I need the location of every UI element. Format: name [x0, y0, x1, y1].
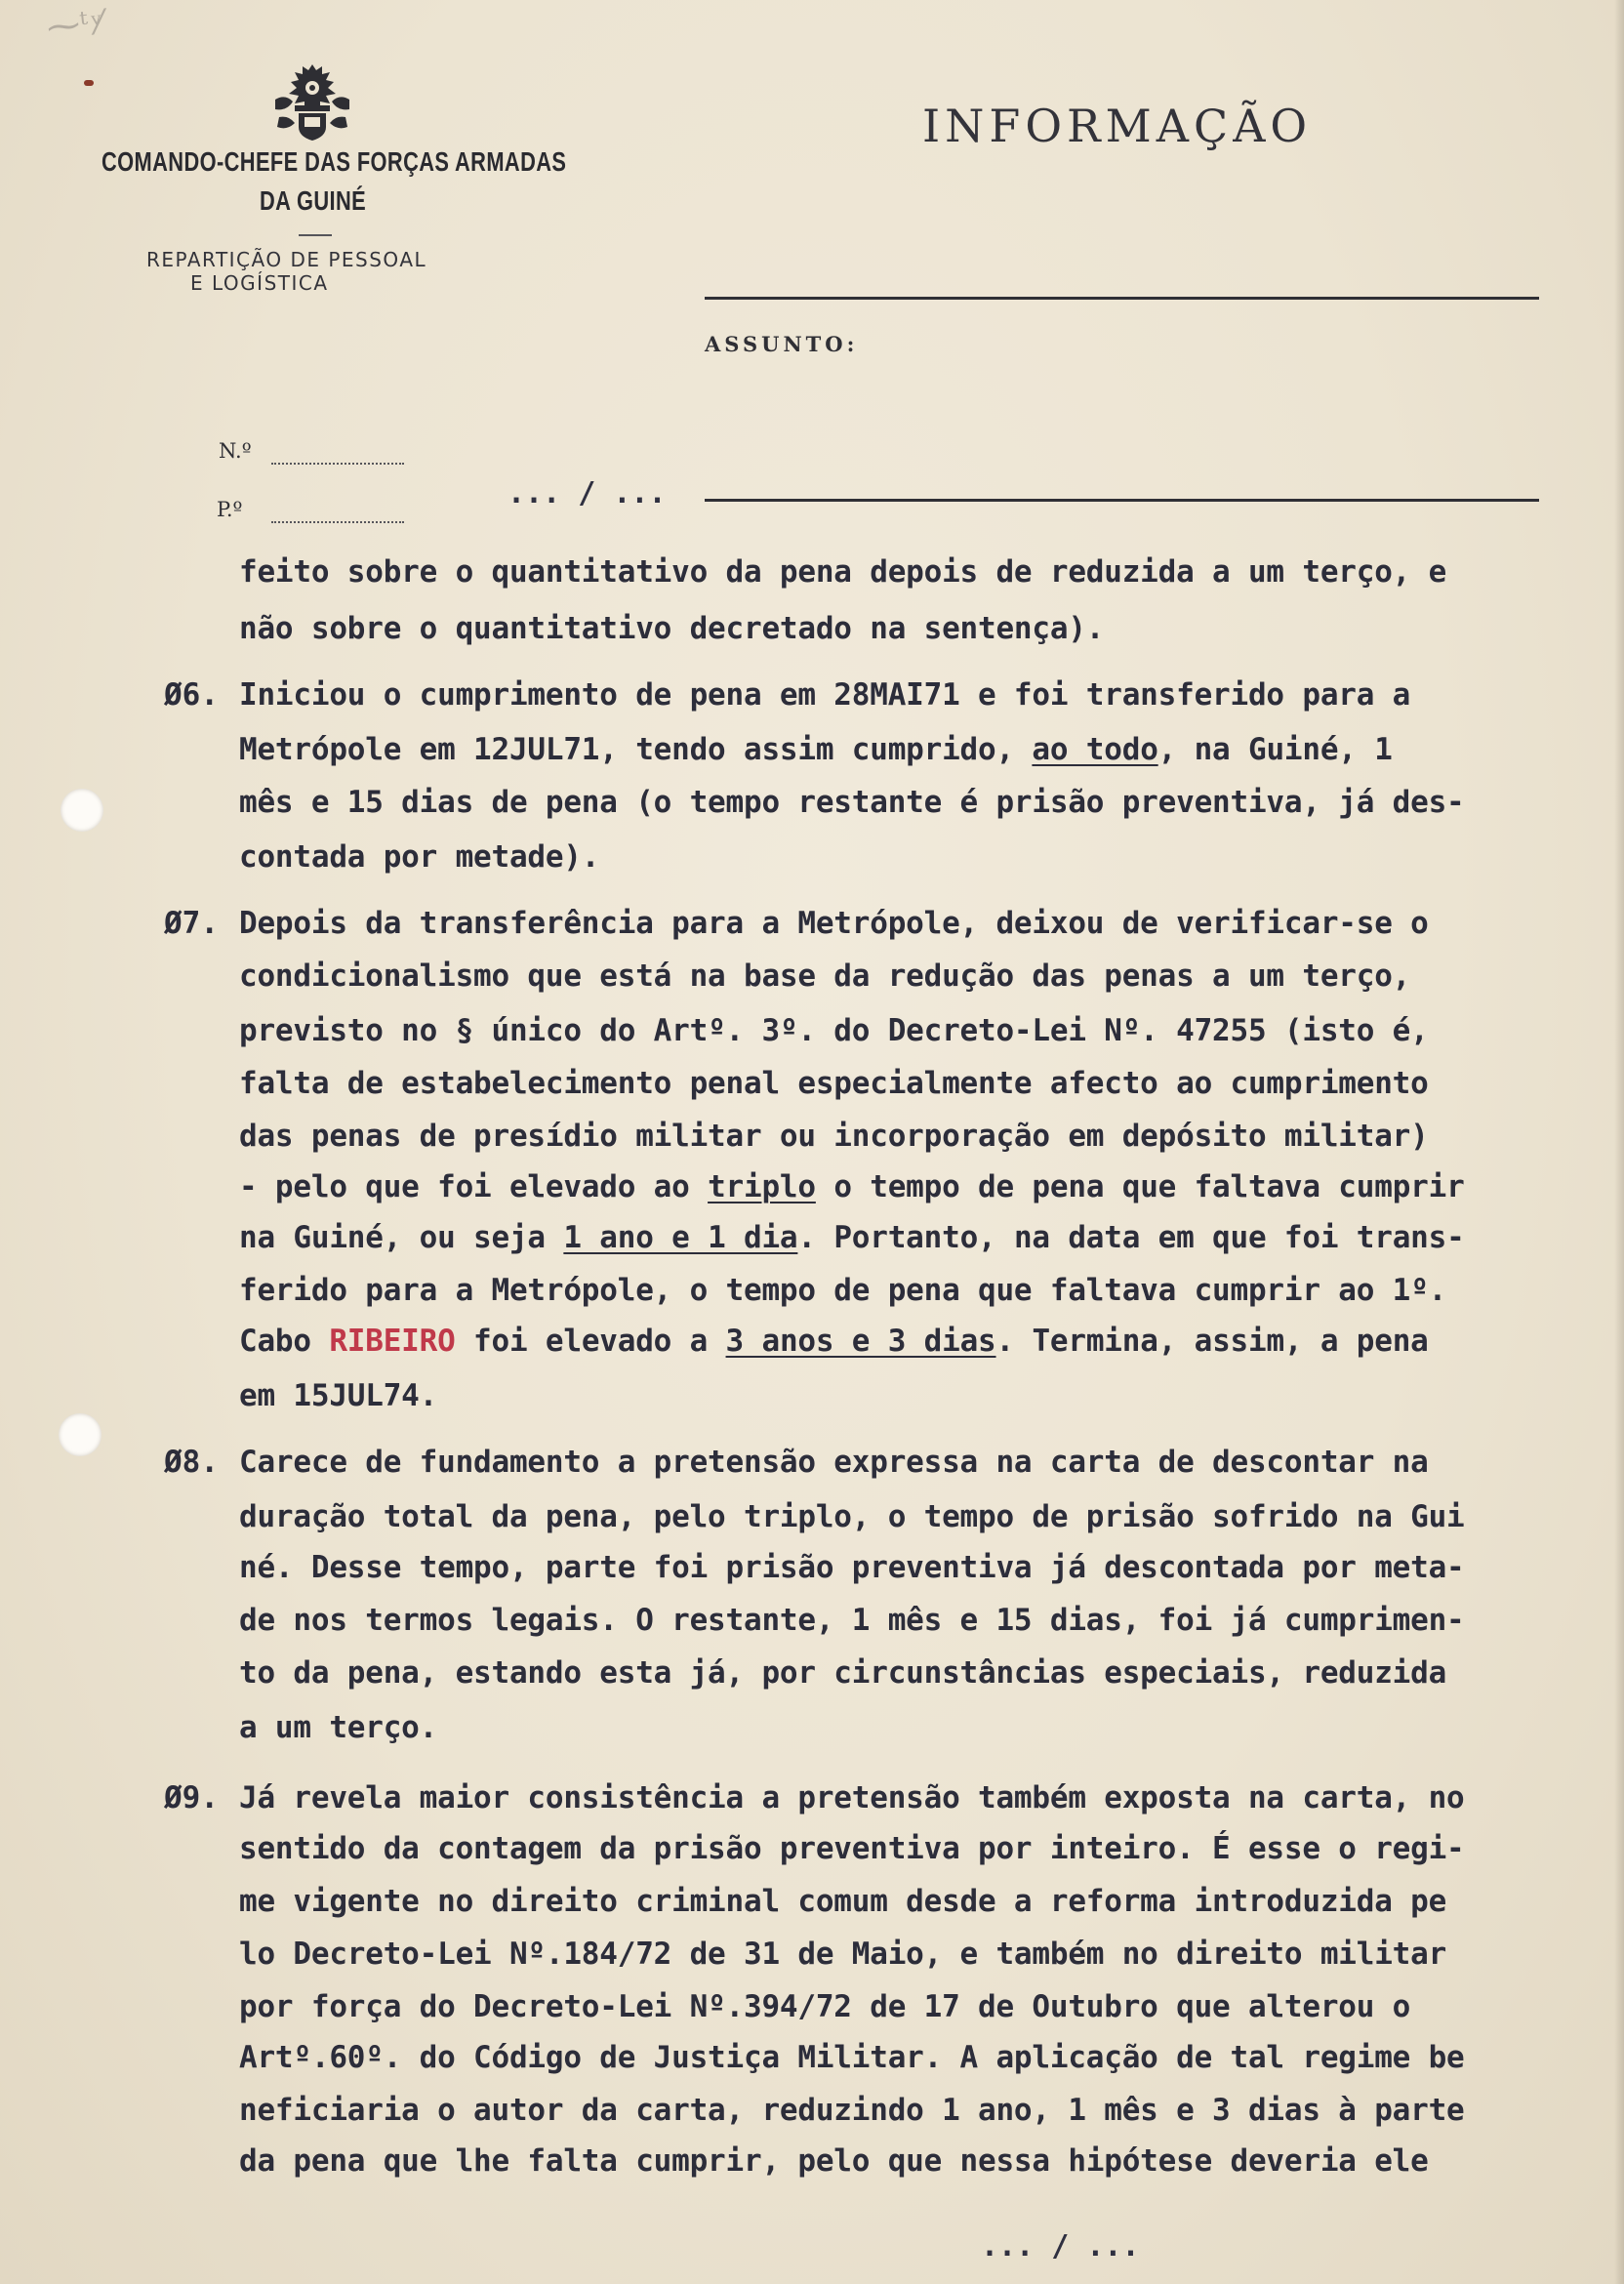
body-line: da pena que lhe falta cumprir, pelo que nessa hipótese deveria ele — [239, 2143, 1429, 2179]
subject-rule — [705, 499, 1539, 502]
body-line: a um terço. — [239, 1710, 438, 1745]
coat-of-arms-crest-icon — [265, 61, 359, 143]
pencil-mark: ⁓ᵗ ͮ⁄ — [45, 3, 104, 48]
document-title: INFORMAÇÃO — [922, 100, 1313, 152]
paragraph-number: Ø7. — [164, 906, 219, 941]
body-line: falta de estabelecimento penal especialmente afecto ao cumprimento — [239, 1066, 1429, 1101]
body-line: duração total da pena, pelo triplo, o tempo de prisão sofrido na Gui — [239, 1499, 1465, 1534]
text-run: - pelo que foi elevado ao — [239, 1169, 709, 1204]
body-line: lo Decreto-Lei Nº.184/72 de 31 de Maio, e também no direito militar — [239, 1937, 1447, 1972]
body-line: sentido da contagem da prisão preventiva por inteiro. É esse o regi- — [239, 1831, 1465, 1866]
paragraph-number: Ø8. — [164, 1445, 219, 1480]
command-name-line1: COMANDO-CHEFE DAS FORÇAS ARMADAS — [102, 146, 567, 177]
paragraph-number: Ø9. — [164, 1780, 219, 1815]
body-line: to da pena, estando esta já, por circunstâncias especiais, reduzida — [239, 1655, 1447, 1691]
body-line: condicionalismo que está na base da redução das penas a um terço, — [239, 958, 1411, 994]
body-line: não sobre o quantitativo decretado na sentença). — [239, 611, 1105, 646]
text-run: na Guiné, ou seja — [239, 1220, 564, 1255]
text-run: . Portanto, na data em que foi trans- — [797, 1220, 1465, 1255]
process-field — [271, 521, 404, 523]
body-line: Iniciou o cumprimento de pena em 28MAI71 e foi transferido para a — [239, 677, 1411, 713]
header-divider — [299, 234, 332, 236]
text-run: o tempo de pena que faltava cumprir — [815, 1169, 1465, 1204]
body-line: ferido para a Metrópole, o tempo de pena que faltava cumprir ao 1º. — [239, 1273, 1447, 1308]
underlined-text: ao todo — [1032, 732, 1158, 767]
continuation-marker-top: ... / ... — [508, 476, 667, 510]
binder-hole-top — [61, 789, 103, 832]
body-line — [239, 1220, 1465, 1255]
underlined-text: 3 anos e 3 dias — [725, 1324, 996, 1359]
subject-label: ASSUNTO: — [705, 332, 859, 356]
body-line — [239, 732, 1393, 767]
body-line: em 15JUL74. — [239, 1378, 438, 1413]
department-line2: E LOGÍSTICA — [190, 271, 329, 295]
body-line: Depois da transferência para a Metrópole, deixou de verificar-se o — [239, 906, 1429, 941]
number-field — [271, 463, 404, 465]
body-line: Artº.60º. do Código de Justiça Militar. A aplicação de tal regime be — [239, 2040, 1465, 2075]
red-name-text: RIBEIRO — [329, 1324, 456, 1359]
paragraph-number: Ø6. — [164, 677, 219, 713]
title-rule — [705, 297, 1539, 300]
text-run: Metrópole em 12JUL71, tendo assim cumprido, — [239, 732, 1033, 767]
body-line: das penas de presídio militar ou incorporação em depósito militar) — [239, 1119, 1429, 1154]
underlined-text: 1 ano e 1 dia — [563, 1220, 798, 1255]
text-run: . Termina, assim, a pena — [995, 1324, 1429, 1359]
body-line: contada por metade). — [239, 839, 600, 875]
department-line1: REPARTIÇÃO DE PESSOAL — [146, 248, 427, 271]
command-name-line2: DA GUINÉ — [260, 185, 367, 216]
binder-hole-bottom — [59, 1413, 102, 1456]
text-run: foi elevado a — [455, 1324, 726, 1359]
body-line: Já revela maior consistência a pretensão também exposta na carta, no — [239, 1780, 1465, 1815]
body-line — [239, 1324, 1429, 1359]
body-line: Carece de fundamento a pretensão expressa na carta de descontar na — [239, 1445, 1429, 1480]
body-line: por força do Decreto-Lei Nº.394/72 de 17 de Outubro que alterou o — [239, 1989, 1411, 2024]
text-run: , na Guiné, 1 — [1157, 732, 1393, 767]
body-line: de nos termos legais. O restante, 1 mês e 15 dias, foi já cumprimen- — [239, 1603, 1465, 1638]
ink-spot — [84, 80, 94, 86]
body-line: feito sobre o quantitativo da pena depois de reduzida a um terço, e — [239, 554, 1447, 590]
process-label: P.º — [217, 498, 243, 521]
body-line: mês e 15 dias de pena (o tempo restante é prisão preventiva, já des- — [239, 785, 1465, 820]
text-run: Cabo — [239, 1324, 330, 1359]
body-line — [239, 1169, 1465, 1204]
continuation-marker-bottom: ... / ... — [981, 2229, 1140, 2264]
body-line: né. Desse tempo, parte foi prisão preventiva já descontada por meta- — [239, 1550, 1465, 1585]
body-line: neficiaria o autor da carta, reduzindo 1 ano, 1 mês e 3 dias à parte — [239, 2093, 1465, 2128]
underlined-text: triplo — [708, 1169, 816, 1204]
number-label: N.º — [219, 439, 252, 463]
body-line: me vigente no direito criminal comum desde a reforma introduzida pe — [239, 1884, 1447, 1919]
body-line: previsto no § único do Artº. 3º. do Decreto-Lei Nº. 47255 (isto é, — [239, 1013, 1429, 1048]
